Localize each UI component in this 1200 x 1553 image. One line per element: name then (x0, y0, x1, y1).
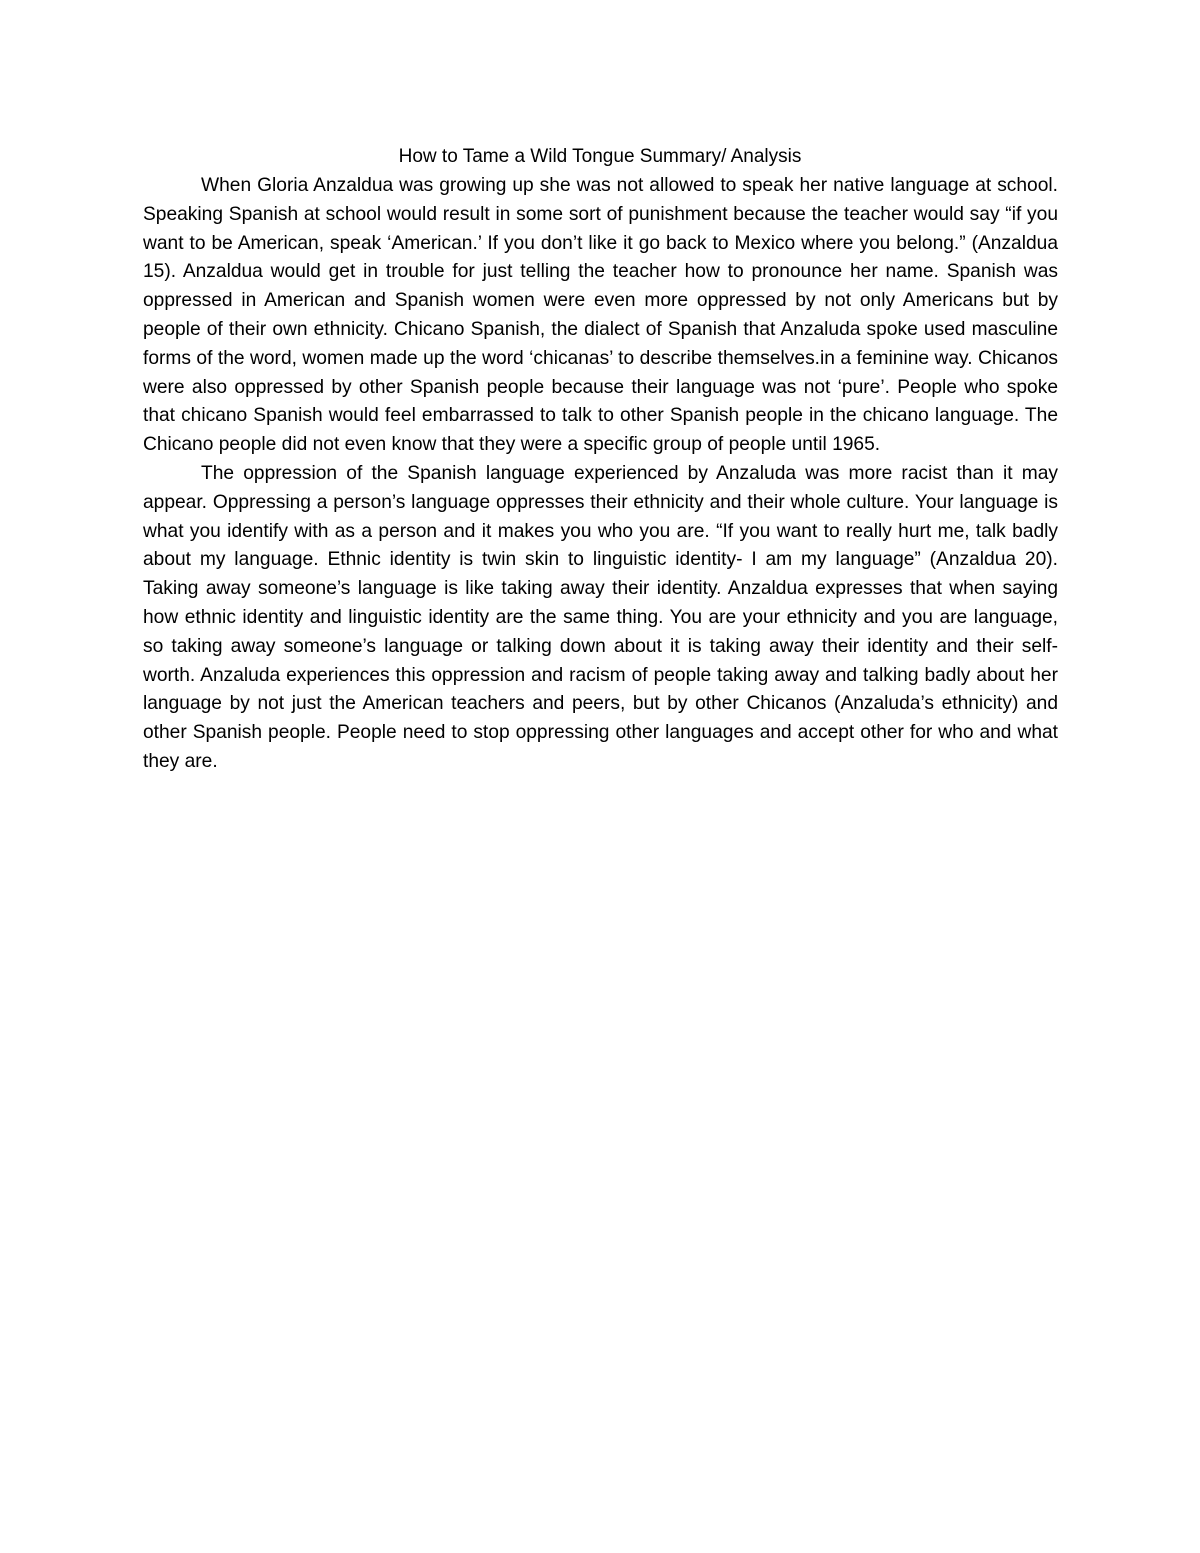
paragraph-summary: When Gloria Anzaldua was growing up she was not allowed to speak her native language at school. Speaking Spanish at school would result in some sort of punishment because the teacher would say “if you want to be American, speak ‘American.’ If you don’t like it go back to Mexico where you belong.” (Anzaldua 15). Anzaldua would get in trouble for just telling the teacher how to pronounce her name. Spanish was oppressed in American and Spanish women were even more oppressed by not only Americans but by people of their own ethnicity. Chicano Spanish, the dialect of Spanish that Anzaluda spoke used masculine forms of the word, women made up the word ‘chicanas’ to describe themselves.in a feminine way. Chicanos were also oppressed by other Spanish people because their language was not ‘pure’. People who spoke that chicano Spanish would feel embarrassed to talk to other Spanish people in the chicano language. The Chicano people did not even know that they were a specific group of people until 1965. (143, 175, 1058, 456)
document-body (143, 172, 1058, 777)
paragraph-analysis: The oppression of the Spanish language experienced by Anzaluda was more racist than it may appear. Oppressing a person’s language oppresses their ethnicity and their whole culture. Your language is what you identify with as a person and it makes you who you are. “If you want to really hurt me, talk badly about my language. Ethnic identity is twin skin to linguistic identity- I am my language” (Anzaldua 20). Taking away someone’s language is like taking away their identity. Anzaldua expresses that when saying how ethnic identity and linguistic identity are the same thing. You are your ethnicity and you are language, so taking away someone’s language or talking down about it is taking away their identity and their self-worth. Anzaluda experiences this oppression and racism of people taking away and talking badly about her language by not just the American teachers and peers, but by other Chicanos (Anzaluda’s ethnicity) and other Spanish people. People need to stop oppressing other languages and accept other for who and what they are. (143, 462, 1058, 772)
document-title: How to Tame a Wild Tongue Summary/ Analysis (398, 146, 802, 167)
